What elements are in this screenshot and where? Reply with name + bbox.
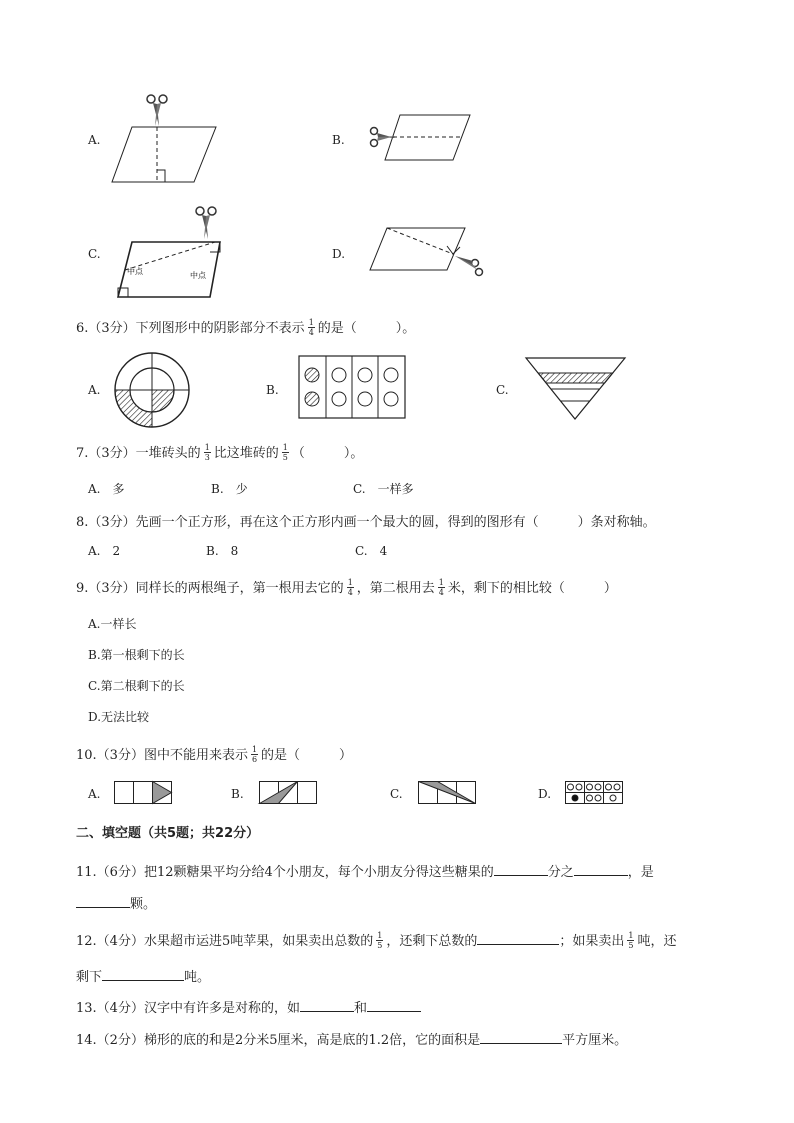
q11-stem: 11.（6分）把12颗糖果平均分给4个小朋友，每个小朋友分得这些糖果的 分之 ，是: [76, 865, 654, 880]
q11-stem-line2: 颗。: [76, 893, 156, 912]
fraction: $\frac{1}{4}$: [438, 578, 444, 597]
fraction: $\frac{1}{3}$: [204, 443, 210, 462]
fraction: $\frac{1}{6}$: [251, 745, 258, 764]
q5-figure-a: [110, 90, 230, 185]
q12-stem-line2: 剩下 吨。: [76, 970, 211, 985]
q5-option-a-label: A.: [88, 133, 101, 147]
scissors-icon: [455, 256, 483, 276]
q5-option-d-label: D.: [332, 247, 346, 261]
q6-option-a-label: A.: [88, 383, 101, 397]
answer-blank[interactable]: [480, 1031, 562, 1044]
fraction: $\frac{1}{5}$: [282, 443, 288, 462]
fraction: $\frac{1}{4}$: [347, 578, 353, 597]
q5-figure-b: [365, 110, 475, 165]
q9-option-a: A.一样长: [88, 617, 137, 631]
q5-figure-c: [110, 205, 230, 300]
answer-blank[interactable]: [300, 999, 354, 1012]
q6-option-c-label: C.: [496, 383, 509, 397]
scissors-icon: [147, 95, 167, 126]
answer-blank[interactable]: [477, 932, 559, 945]
q10-option-c-label: C.: [390, 787, 403, 801]
q9-option-d: D.无法比较: [88, 710, 150, 724]
fraction: $\frac{1}{5}$: [628, 931, 634, 950]
answer-blank[interactable]: [494, 863, 548, 876]
q13-stem: 13.（4分）汉字中有许多是对称的，如 和: [76, 997, 421, 1016]
q12-stem: 12.（4分）水果超市运进5吨苹果，如果卖出总数的 $\frac{1}{5}$ ，还剩下总数的 ；如果卖出 $\frac{1}{5}$ 吨，还: [76, 931, 677, 950]
q7-option-b: B. 少: [211, 482, 248, 496]
q6-figure-c-triangle: [525, 357, 627, 422]
q14-stem: 14.（2分）梯形的底的和是2分米5厘米，高是底的1.2倍，它的面积是 平方厘米。: [76, 1033, 628, 1048]
q8-option-a: A. 2: [88, 544, 121, 558]
fraction: $\frac{1}{5}$: [377, 931, 383, 950]
midpoint-label-left: 中点: [127, 267, 143, 276]
q10-option-b-label: B.: [231, 787, 244, 801]
q8-stem: 8.（3分）先画一个正方形，再在这个正方形内画一个最大的圆，得到的图形有（ ）条对称轴。: [76, 515, 656, 530]
q9-stem: 9.（3分）同样长的两根绳子，第一根用去它的 $\frac{1}{4}$ ，第二根用去 $\frac{1}{4}$ 米，剩下的相比较（ ）: [76, 578, 617, 597]
answer-blank[interactable]: [76, 895, 130, 908]
q7-stem: 7.（3分）一堆砖头的 $\frac{1}{3}$ 比这堆砖的 $\frac{1}{5}$ （ ）。: [76, 443, 364, 462]
q10-stem: 10.（3分）图中不能用来表示 $\frac{1}{6}$ 的是（ ）: [76, 745, 353, 764]
q6-option-b-label: B.: [266, 383, 279, 397]
q10-option-a-label: A.: [88, 787, 101, 801]
answer-blank[interactable]: [102, 968, 184, 981]
q9-option-c: C.第二根剩下的长: [88, 679, 185, 693]
fraction: $\frac{1}{4}$: [308, 318, 314, 337]
q6-stem: 6.（3分）下列图形中的阴影部分不表示 $\frac{1}{4}$ 的是（ ）。: [76, 318, 416, 337]
q6-figure-b-circles: [298, 355, 408, 420]
q10-figure-d: [565, 781, 627, 807]
q10-figure-a: [114, 781, 176, 807]
q8-option-b: B. 8: [206, 544, 239, 558]
q10-figure-b: [259, 781, 321, 807]
answer-blank[interactable]: [574, 863, 628, 876]
scissors-icon: [371, 128, 396, 147]
section-title: 二、填空题（共5题；共22分）: [76, 826, 260, 841]
q5-figure-d: [365, 220, 490, 280]
midpoint-label-right: 中点: [190, 271, 206, 280]
q6-figure-a-ring: [112, 350, 192, 430]
q5-option-c-label: C.: [88, 247, 101, 261]
answer-blank[interactable]: [367, 999, 421, 1012]
q8-option-c: C. 4: [355, 544, 388, 558]
q10-option-d-label: D.: [538, 787, 552, 801]
q7-option-c: C. 一样多: [353, 482, 414, 496]
scissors-icon: [196, 207, 216, 239]
q10-figure-c: [418, 781, 480, 807]
q9-option-b: B.第一根剩下的长: [88, 648, 185, 662]
q7-option-a: A. 多: [88, 482, 125, 496]
q5-option-b-label: B.: [332, 133, 345, 147]
